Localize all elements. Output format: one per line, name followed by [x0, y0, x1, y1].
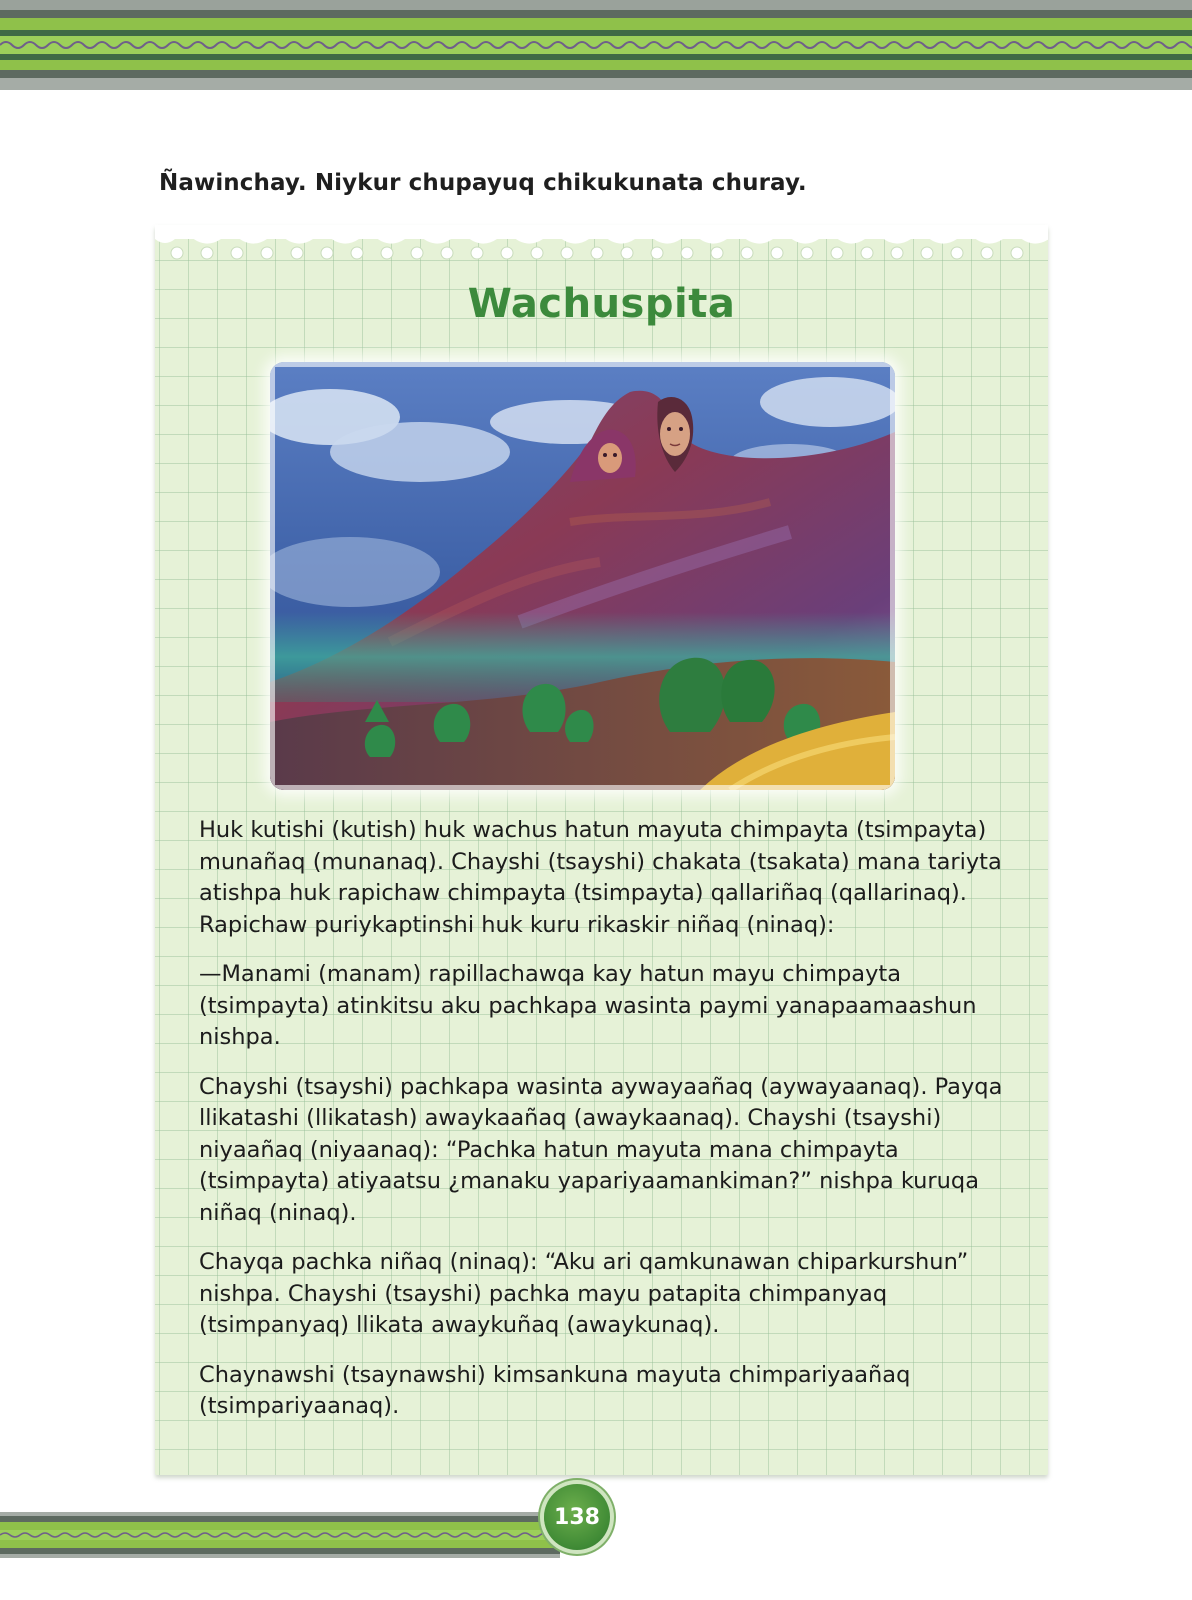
mountain-with-two-faces-illustration	[270, 362, 895, 790]
story-paragraph: —Manami (manam) rapillachawqa kay hatun mayu chimpayta (tsimpayta) atinkitsu aku pachkapa wasinta paymi yanapaamaashun nishpa.	[199, 961, 977, 1050]
page-number-badge	[544, 1484, 610, 1550]
story-title: Wachuspita	[467, 281, 736, 327]
story-paragraph: Huk kutishi (kutish) huk wachus hatun mayuta chimpayta (tsimpayta) munañaq (munanaq). Chayshi (tsayshi) chakata (tsakata) mana tariyta atishpa huk rapichaw chimpayta (tsimpayta) qallariñaq (qallarinaq). Rapichaw puriykaptinshi huk kuru rikaskir niñaq (ninaq):	[199, 817, 1002, 938]
torn-paper-edge	[155, 225, 1048, 267]
top-decorative-band	[0, 0, 1192, 92]
bottom-decorative-band	[0, 1512, 560, 1558]
story-paragraph: Chayshi (tsayshi) pachkapa wasinta aywayaañaq (aywayaanaq). Payqa llikatashi (llikatash) awaykaañaq (awaykaanaq). Chayshi (tsayshi) niyaañaq (niyaanaq): “Pachka hatun mayuta mana chimpayta (tsimpayta) atiyaatsu ¿manaku yapariyaamankiman?” nishpa kuruqa niñaq (ninaq).	[199, 1073, 1003, 1226]
story-body	[199, 815, 1019, 1441]
story-paragraph: Chayqa pachka niñaq (ninaq): “Aku ari qamkunawan chiparkurshun” nishpa. Chayshi (tsayshi) pachka mayu patapita chimpanyaq (tsimpanyaq) llikata awaykuñaq (awaykunaq).	[199, 1249, 969, 1338]
story-paragraph: Chaynawshi (tsaynawshi) kimsankuna mayuta chimpariyaañaq (tsimpariyaanaq).	[199, 1361, 911, 1419]
page-number: 138	[554, 1504, 600, 1530]
story-paper-card	[155, 225, 1048, 1475]
instruction-text: Ñawinchay. Niykur chupayuq chikukunata churay.	[159, 170, 807, 196]
